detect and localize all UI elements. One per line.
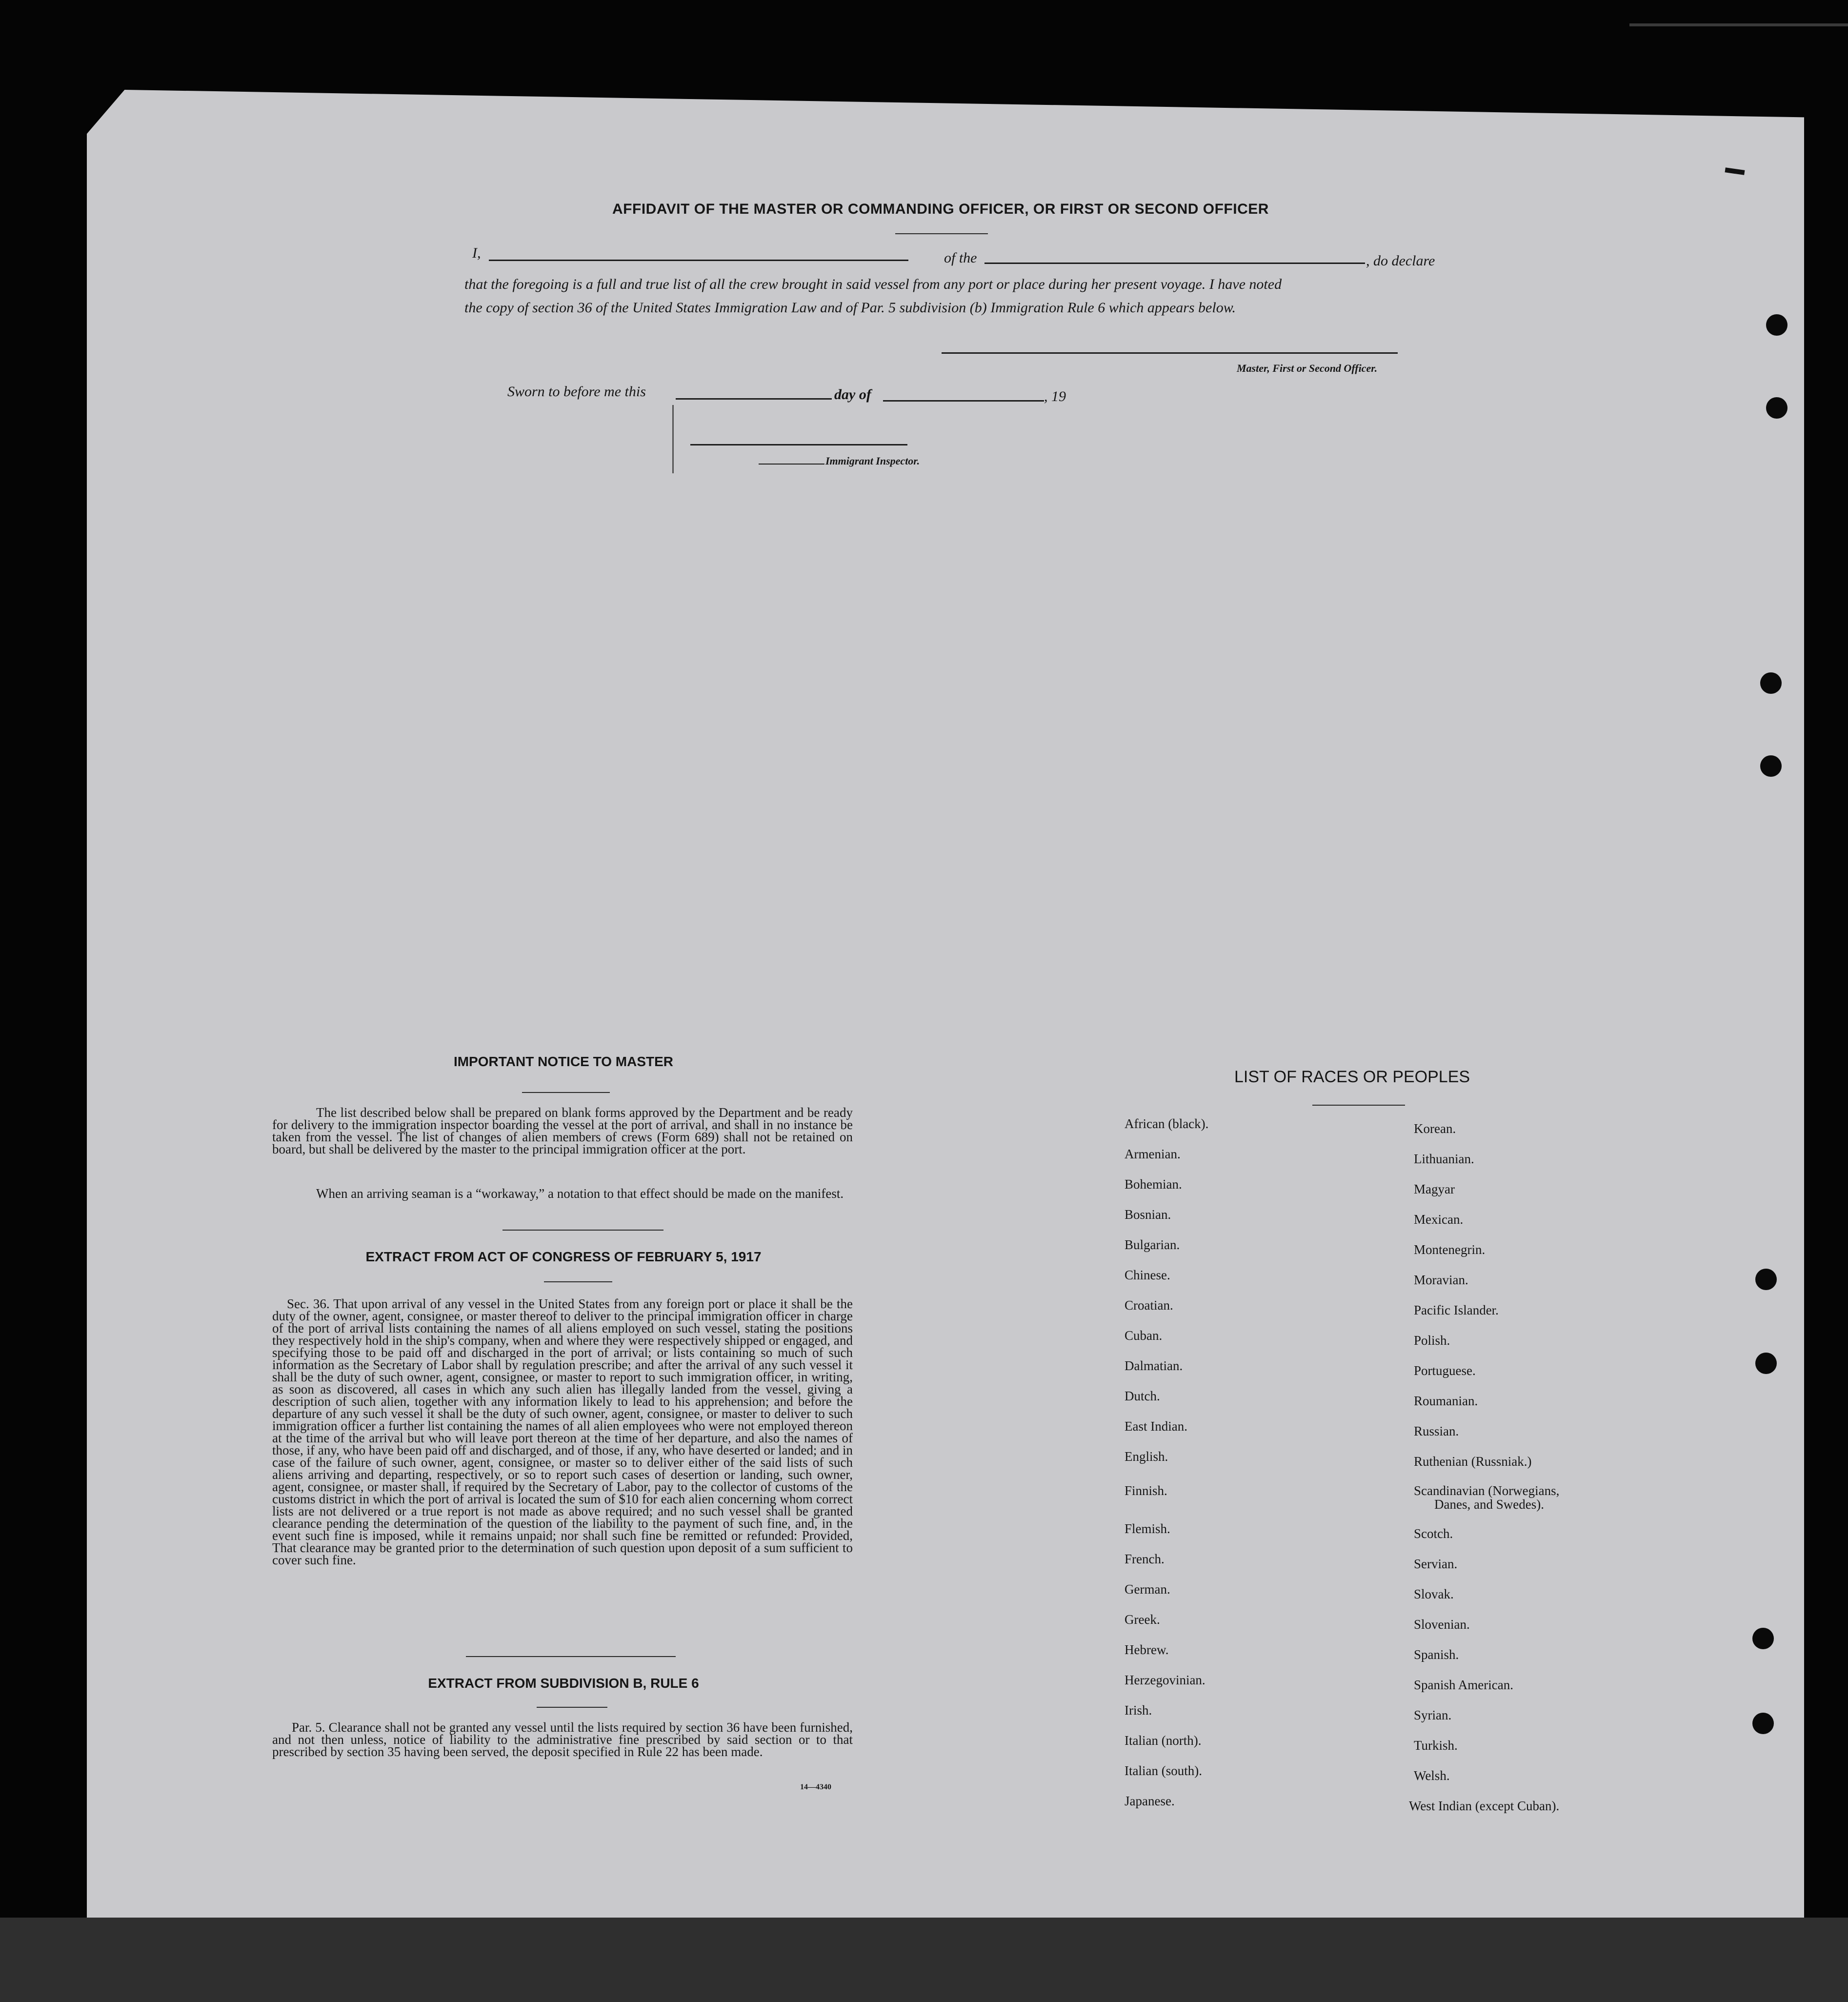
race-left-item: Bohemian.	[1125, 1177, 1182, 1192]
race-left-item: Bosnian.	[1125, 1207, 1171, 1222]
binder-hole	[1755, 1353, 1777, 1374]
race-right-item: Servian.	[1414, 1557, 1458, 1571]
race-left-item: Flemish.	[1125, 1521, 1170, 1536]
rule-extract-text: Par. 5. Clearance shall not be granted any vessel until the lists required by section 36 have been furnished, and not then unless, notice of liability to the administrative fine prescribed by said section or to that prescribed by section 35 having been served, the deposit specified in Rule 22 has been made.	[272, 1720, 853, 1759]
notice-paragraph-1: The list described below shall be prepared on blank forms approved by the Department and be ready for delivery to the immigration inspector boarding the vessel at the port of arrival, and shall in no instance be taken from the vessel. The list of changes of alien members of crews (Form 689) shall not be retained on board, but shall be delivered by the master to the principal immigration officer at the port.	[272, 1105, 853, 1156]
notice-end-rule	[502, 1230, 663, 1231]
races-rule	[1312, 1105, 1405, 1106]
race-left-item: German.	[1125, 1582, 1170, 1597]
race-right-item: Spanish.	[1414, 1647, 1459, 1662]
act-extract-text: Sec. 36. That upon arrival of any vessel in the United States from any foreign port or place it shall be the duty of the owner, agent, consignee, or master thereof to deliver to the principal immigration officer in charge of the port of arrival lists containing the names of all aliens employed on such vessel, stating the positions they respectively hold in the ship's company, when and where they were respectively shipped or engaged, and specifying those to be paid off and discharged in the port of arrival; or lists containing so much of such information as the Secretary of Labor shall by regulation prescribe; and after the arrival of any such vessel it shall be the duty of such owner, agent, consignee, or master to report to such immigration officer, in writing, as soon as discovered, all cases in which any such alien has illegally landed from the vessel, giving a description of such alien, together with any information likely to lead to his apprehension; and before the departure of any such vessel it shall be the duty of such owner, agent, consignee, or master to deliver to such immigration officer a further list containing the names of all alien employees who were not employed thereon at the time of the arrival but who will leave port thereon at the time of her departure, and also the names of those, if any, who have been paid off and discharged, and of those, if any, who have deserted or landed; and in case of the failure of such owner, agent, consignee, or master so to deliver either of the said lists of such aliens arriving and departing, respectively, or so to report such cases of desertion or landing, such owner, agent, consignee, or master shall, if required by the Secretary of Labor, pay to the collector of customs of the customs district in which the port of arrival is located the sum of $10 for each alien concerning whom correct lists are not delivered or a true report is not made as above required; and no such vessel shall be granted clearance pending the determination of the question of the liability to the payment of such fine, and, in the event such fine is imposed, while it remains unpaid; nor shall such fine be remitted or refunded: Provided, That clearance may be granted prior to the determination of such question upon deposit of a sum sufficient to cover such fine.	[272, 1296, 853, 1567]
race-left-item: French.	[1125, 1552, 1165, 1566]
race-left-item: Chinese.	[1125, 1268, 1170, 1282]
affidavit-rule	[895, 233, 988, 234]
race-left-item: Dutch.	[1125, 1389, 1160, 1403]
sworn-day-line	[676, 398, 832, 400]
race-right-item: Syrian.	[1414, 1708, 1452, 1722]
race-left-item: Dalmatian.	[1125, 1358, 1183, 1373]
top-edge-line	[1629, 23, 1848, 26]
race-right-item: Slovak.	[1414, 1587, 1454, 1601]
race-right-item: Lithuanian.	[1414, 1152, 1474, 1166]
inspector-signature-line	[690, 444, 907, 445]
race-left-item: English.	[1125, 1449, 1168, 1464]
act-extract-title: EXTRACT FROM ACT OF CONGRESS OF FEBRUARY 5, 1917	[365, 1249, 762, 1264]
signature-label: Master, First or Second Officer.	[1237, 362, 1378, 374]
race-right-item: Welsh.	[1414, 1768, 1450, 1783]
binder-hole	[1760, 672, 1782, 694]
race-left-item: Croatian.	[1125, 1298, 1173, 1313]
race-left-item: East Indian.	[1125, 1419, 1187, 1434]
race-right-item: Russian.	[1414, 1424, 1459, 1438]
binder-hole	[1752, 1628, 1774, 1649]
race-right-item: Moravian.	[1414, 1273, 1468, 1287]
act-extract-end-rule	[466, 1656, 676, 1657]
race-right-item: Mexican.	[1414, 1212, 1464, 1227]
race-right-item: Roumanian.	[1414, 1394, 1478, 1408]
race-left-item: Greek.	[1125, 1612, 1160, 1627]
races-title: LIST OF RACES OR PEOPLES	[1234, 1068, 1470, 1086]
act-extract-rule	[544, 1281, 612, 1282]
rule-extract-title: EXTRACT FROM SUBDIVISION B, RULE 6	[428, 1676, 699, 1691]
affidavit-line2: that the foregoing is a full and true list of all the crew brought in said vessel from any port or place during her present voyage. I have noted	[464, 276, 1282, 292]
form-number: 14—4340	[800, 1783, 831, 1791]
race-left-item: Bulgarian.	[1125, 1237, 1180, 1252]
race-right-item: Polish.	[1414, 1333, 1450, 1348]
race-left-item: Cuban.	[1125, 1328, 1163, 1343]
race-left-item: Italian (north).	[1125, 1733, 1202, 1748]
race-left-item: Japanese.	[1125, 1794, 1175, 1808]
race-right-item: Montenegrin.	[1414, 1242, 1486, 1257]
race-left-item: Finnish.	[1125, 1483, 1167, 1498]
race-right-item: Slovenian.	[1414, 1617, 1470, 1632]
race-right-item: Turkish.	[1414, 1738, 1458, 1753]
sworn-month-line	[883, 400, 1044, 402]
binder-hole	[1752, 1713, 1774, 1734]
inspector-label: Immigrant Inspector.	[825, 455, 920, 467]
vessel-blank-line	[984, 263, 1365, 264]
race-right-item: Scotch.	[1414, 1526, 1453, 1541]
race-left-item: African (black).	[1125, 1116, 1209, 1131]
rule-extract-rule	[537, 1707, 607, 1708]
race-right-item: Scandinavian (Norwegians,	[1414, 1483, 1560, 1498]
race-left-item: Armenian.	[1125, 1147, 1181, 1161]
race-right-item: Pacific Islander.	[1414, 1303, 1499, 1317]
race-right-item: Spanish American.	[1414, 1678, 1513, 1692]
affidavit-i: I,	[472, 245, 481, 261]
affidavit-of-the: of the	[944, 250, 977, 266]
day-of-text: day of	[834, 386, 871, 403]
affidavit-line3: the copy of section 36 of the United States Immigration Law and of Par. 5 subdivision (b) Immigration Rule 6 which appears below.	[464, 300, 1236, 316]
race-left-item: Hebrew.	[1125, 1642, 1169, 1657]
affidavit-title: AFFIDAVIT OF THE MASTER OR COMMANDING OFFICER, OR FIRST OR SECOND OFFICER	[612, 201, 1269, 217]
form-sheet	[87, 90, 1804, 1924]
notice-title: IMPORTANT NOTICE TO MASTER	[453, 1054, 674, 1069]
race-left-item: Herzegovinian.	[1125, 1673, 1205, 1687]
binder-hole	[1760, 755, 1782, 777]
affidavit-do-declare: , do declare	[1366, 253, 1435, 269]
binder-hole	[1766, 314, 1788, 336]
race-right-item: Portuguese.	[1414, 1363, 1476, 1378]
race-right-item: Magyar	[1414, 1182, 1455, 1196]
sworn-text: Sworn to before me this	[507, 384, 646, 400]
binder-hole	[1766, 397, 1788, 419]
race-right-item: West Indian (except Cuban).	[1409, 1799, 1560, 1813]
year-text: , 19	[1044, 388, 1066, 404]
bottom-strip	[0, 1918, 1848, 2002]
vertical-tick	[672, 405, 674, 473]
notice-paragraph-2: When an arriving seaman is a “workaway,” a notation to that effect should be made on the manifest.	[316, 1186, 844, 1201]
race-right-item: Danes, and Swedes).	[1434, 1497, 1544, 1512]
race-right-item: Korean.	[1414, 1121, 1456, 1136]
signature-line	[942, 352, 1398, 354]
inspector-short-line	[759, 464, 824, 465]
binder-hole	[1755, 1269, 1777, 1290]
name-blank-line	[489, 260, 908, 261]
race-left-item: Irish.	[1125, 1703, 1152, 1718]
notice-rule	[522, 1092, 610, 1093]
race-right-item: Ruthenian (Russniak.)	[1414, 1454, 1532, 1469]
race-left-item: Italian (south).	[1125, 1763, 1202, 1778]
